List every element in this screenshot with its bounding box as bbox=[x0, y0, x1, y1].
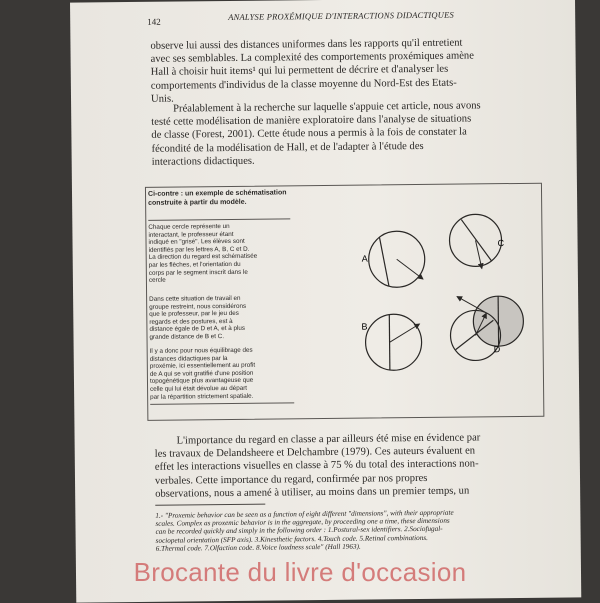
student-c-glyph bbox=[449, 214, 502, 269]
caption-line: de A qui se voit gratifié d'une position bbox=[149, 369, 254, 378]
caption-line: identifiés par les lettres A, B, C et D. bbox=[148, 245, 250, 254]
text-line: fécondité de la modélisation de Hall, et de l'adapter à l'étude des bbox=[151, 140, 424, 155]
label-a: A bbox=[361, 253, 368, 264]
label-c: C bbox=[497, 238, 505, 249]
caption-line: corps par le segment inscrit dans le bbox=[148, 268, 248, 277]
text-line: observations, nous a amené à utiliser, au moins dans un premier temps, un bbox=[155, 485, 470, 500]
text-line: Unis. bbox=[150, 93, 174, 105]
caption-line: La direction du regard est schématisée bbox=[148, 253, 258, 262]
caption-line: Il y a donc pour nous équilibrage des bbox=[149, 346, 253, 355]
footnote-line: scales. Complex as proxemic behavior is in the aggregate, by proceeding one a time, these dimensions bbox=[155, 516, 450, 528]
student-b-glyph bbox=[365, 314, 422, 371]
text-line: comportements d'individus de la classe moyenne du Nord-Est des Etats- bbox=[150, 77, 457, 92]
figure-caption-paragraph-1 bbox=[148, 222, 293, 284]
caption-line: Dans cette situation de travail en bbox=[149, 294, 241, 303]
caption-line: par la répartition strictement spatiale. bbox=[150, 392, 254, 401]
student-a-glyph bbox=[368, 231, 425, 288]
caption-line: regards et des postures, est à bbox=[149, 317, 233, 326]
caption-line: distances didactiques par la bbox=[149, 354, 228, 363]
footnote-line: 6.Thermal code. 7.Olfaction code. 8.Voice loudness scale" (Hall 1963). bbox=[155, 542, 361, 553]
footnote-line: can be recorded quickly and simply in the following order : 1.Postural-sex identifiers. 2.Sociofugal- bbox=[155, 525, 443, 537]
teacher-glyph bbox=[457, 296, 524, 347]
caption-line: interactant, le professeur étant bbox=[148, 230, 234, 239]
proxemic-diagram bbox=[304, 208, 536, 410]
page-number: 142 bbox=[147, 16, 161, 27]
figure-caption-title: Ci-contre : un exemple de schématisation construite à partir du modèle. bbox=[147, 189, 287, 207]
watermark: Brocante du livre d'occasion bbox=[133, 557, 467, 587]
paragraph-1 bbox=[150, 36, 545, 106]
footnote-line: sociopetal orientation (SFP axis). 3.Kinesthetic factors. 4.Touch code. 5.Retinal combinations. bbox=[155, 533, 428, 545]
caption-line: proxémie, ici essentiellement au profit bbox=[149, 361, 256, 371]
book-page bbox=[70, 0, 581, 603]
text-line: effet les interactions visuelles en classe à 75 % du total des interactions non- bbox=[154, 458, 479, 474]
caption-line: distance égale de D et A, et à plus bbox=[149, 325, 246, 334]
footnote-line: 1.- "Proxemic behavior can be seen as a function of eight different "dimensions", with their appropriate bbox=[155, 508, 454, 520]
text-line: Hall à choisir huit items¹ qui lui permettent de décrire et d'analyser les bbox=[150, 64, 449, 79]
caption-line: Chaque cercle représente un bbox=[148, 222, 230, 231]
running-title: ANALYSE PROXÉMIQUE D'INTERACTIONS DIDACTIQUES bbox=[228, 9, 454, 22]
text-line: de classe (Forest, 2001). Cette étude nous a permis à la fois de constater la bbox=[151, 126, 467, 142]
label-d: D bbox=[493, 344, 501, 355]
text-line: interactions didactiques. bbox=[151, 155, 255, 168]
caption-line: topogénétique plus avantageuse que bbox=[149, 377, 254, 386]
caption-line: par les flèches, et l'orientation du bbox=[148, 260, 241, 269]
text-line: Préalablement à la recherche sur laquelle s'appuie cet article, nous avons bbox=[173, 100, 481, 115]
paragraph-2 bbox=[151, 99, 546, 169]
paragraph-3 bbox=[155, 431, 550, 501]
caption-line: que le professeur, par le jeu des bbox=[149, 310, 239, 319]
caption-line: celle qui lui était dévolue au départ bbox=[150, 384, 248, 393]
caption-line: groupe restreint, nous considérons bbox=[149, 302, 247, 311]
text-line: les travaux de Delandsheere et Delchambre (1979). Ces auteurs évaluent en bbox=[154, 445, 476, 460]
text-line: verbales. Cette importance du regard, confirmée par nos propres bbox=[154, 472, 428, 487]
figure-caption-paragraph-2 bbox=[149, 294, 293, 341]
text-line: avec ses semblables. La complexité des comportements proxémiques amène bbox=[150, 50, 474, 66]
caption-line: cercle bbox=[148, 276, 166, 284]
caption-line: indiqué en "grisé". Les élèves sont bbox=[148, 238, 245, 247]
caption-line: grande distance de B et C. bbox=[149, 333, 225, 341]
text-line: observe lui aussi des distances uniformes dans les rapports qu'il entretient bbox=[150, 37, 463, 52]
figure-caption-paragraph-3 bbox=[150, 346, 295, 401]
label-b: B bbox=[361, 321, 368, 332]
footnote bbox=[155, 508, 553, 553]
footnote-rule bbox=[155, 504, 265, 506]
text-line: L'importance du regard en classe a par ailleurs été mise en évidence par bbox=[176, 432, 481, 447]
text-line: testé cette modélisation de manière exploratoire dans l'analyse de situations bbox=[151, 113, 472, 129]
